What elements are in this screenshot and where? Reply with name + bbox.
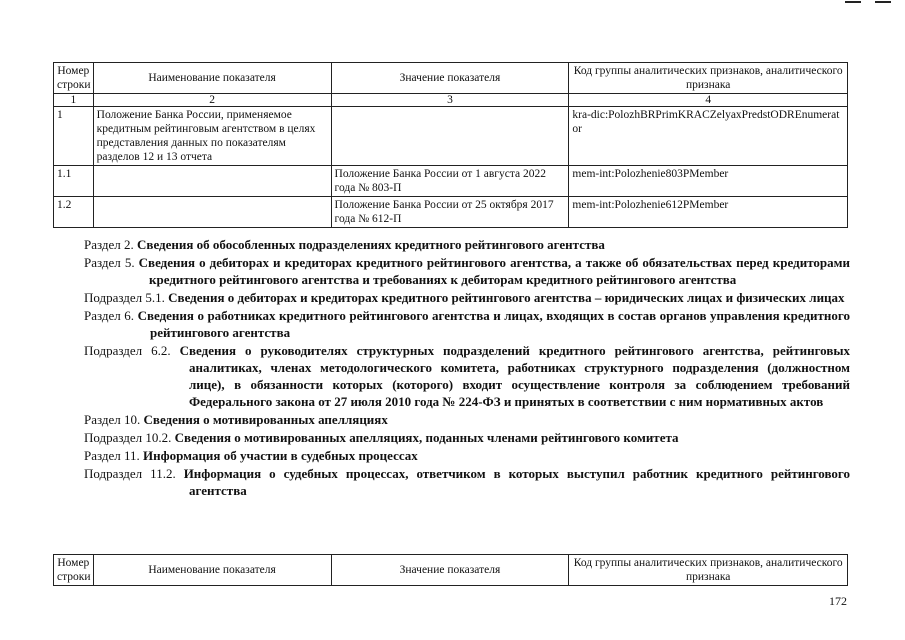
column-number: 2 xyxy=(93,94,331,107)
section-item xyxy=(84,289,850,306)
section-title: Сведения о работниках кредитного рейтингового агентства и лицах, входящих в состав органов управления кредитного рейтингового агентства xyxy=(137,308,851,340)
table-row xyxy=(54,197,848,228)
page-number: 172 xyxy=(829,594,847,608)
row-number: 1.2 xyxy=(54,197,94,228)
table-header-row xyxy=(54,555,848,586)
corner-mark xyxy=(875,1,891,3)
row-number: 1.1 xyxy=(54,166,94,197)
section-title: Сведения о дебиторах и кредиторах кредитного рейтингового агентства, а также об обязательствах перед кредиторами кредитного рейтингового агентства и требованиях к дебиторам кредитного рейтингового агентства xyxy=(138,255,850,287)
section-title: Сведения об обособленных подразделениях кредитного рейтингового агентства xyxy=(137,237,605,252)
section-label: Подраздел 5.1. xyxy=(84,290,165,305)
section-title: Сведения о мотивированных апелляциях xyxy=(143,412,388,427)
section-item xyxy=(84,429,850,446)
section-label: Раздел 6. xyxy=(84,308,135,323)
section-label: Раздел 11. xyxy=(84,448,140,463)
section-title: Сведения о мотивированных апелляциях, поданных членами рейтингового комитета xyxy=(174,430,679,445)
column-number-row xyxy=(54,94,848,107)
section-title: Сведения о руководителях структурных подразделений кредитного рейтингового агентства, рейтинговых аналитиках, членах методологического комитета, работниках структурного подразделения (должностном лице), в обязанности которых (которого) входит осуществление контроля за соблюдением требований Федерального закона от 27 июля 2010 года № 224-ФЗ и принятых в соответствии с ним нормативных актов xyxy=(179,343,850,409)
row-indicator-name: Положение Банка России, применяемое кредитным рейтинговым агентством в целях представления данных по показателям разделов 12 и 13 отчета xyxy=(93,107,331,166)
section-item xyxy=(84,254,850,288)
section-list xyxy=(84,236,850,500)
header-indicator-value: Значение показателя xyxy=(331,63,569,94)
section-item xyxy=(84,411,850,428)
corner-mark xyxy=(845,1,861,3)
section-label: Подраздел 11.2. xyxy=(84,466,176,481)
section-title: Информация о судебных процессах, ответчиком в которых выступил работник кредитного рейтингового агентства xyxy=(183,466,850,498)
row-indicator-value xyxy=(331,107,569,166)
indicators-table xyxy=(53,62,848,228)
section-item xyxy=(84,307,850,341)
row-number: 1 xyxy=(54,107,94,166)
column-number: 1 xyxy=(54,94,94,107)
row-indicator-value: Положение Банка России от 25 октября 2017 года № 612-П xyxy=(331,197,569,228)
row-analytic-code: mem-int:Polozhenie612PMember xyxy=(569,197,848,228)
header-row-number: Номер строки xyxy=(54,63,94,94)
row-indicator-name xyxy=(93,166,331,197)
header-indicator-name: Наименование показателя xyxy=(93,555,331,586)
row-indicator-name xyxy=(93,197,331,228)
row-analytic-code: mem-int:Polozhenie803PMember xyxy=(569,166,848,197)
header-row-number: Номер строки xyxy=(54,555,94,586)
section-label: Подраздел 6.2. xyxy=(84,343,171,358)
header-analytic-code: Код группы аналитических признаков, аналитического признака xyxy=(569,555,848,586)
column-number: 4 xyxy=(569,94,848,107)
header-analytic-code: Код группы аналитических признаков, аналитического признака xyxy=(569,63,848,94)
section-label: Раздел 10. xyxy=(84,412,141,427)
table-header-row xyxy=(54,63,848,94)
header-indicator-value: Значение показателя xyxy=(331,555,569,586)
column-number: 3 xyxy=(331,94,569,107)
indicators-table-continued xyxy=(53,554,848,586)
section-item xyxy=(84,447,850,464)
row-analytic-code: kra-dic:PolozhBRPrimKRACZelyaxPredstODREnumerator xyxy=(569,107,848,166)
corner-marks xyxy=(845,0,891,3)
section-title: Информация об участии в судебных процессах xyxy=(143,448,418,463)
header-indicator-name: Наименование показателя xyxy=(93,63,331,94)
section-label: Раздел 5. xyxy=(84,255,135,270)
section-item xyxy=(84,236,850,253)
section-label: Раздел 2. xyxy=(84,237,134,252)
table-row xyxy=(54,166,848,197)
table-row xyxy=(54,107,848,166)
row-indicator-value: Положение Банка России от 1 августа 2022 года № 803-П xyxy=(331,166,569,197)
section-label: Подраздел 10.2. xyxy=(84,430,172,445)
section-item xyxy=(84,465,850,499)
section-item xyxy=(84,342,850,410)
section-title: Сведения о дебиторах и кредиторах кредитного рейтингового агентства – юридических лицах и физических лицах xyxy=(168,290,845,305)
